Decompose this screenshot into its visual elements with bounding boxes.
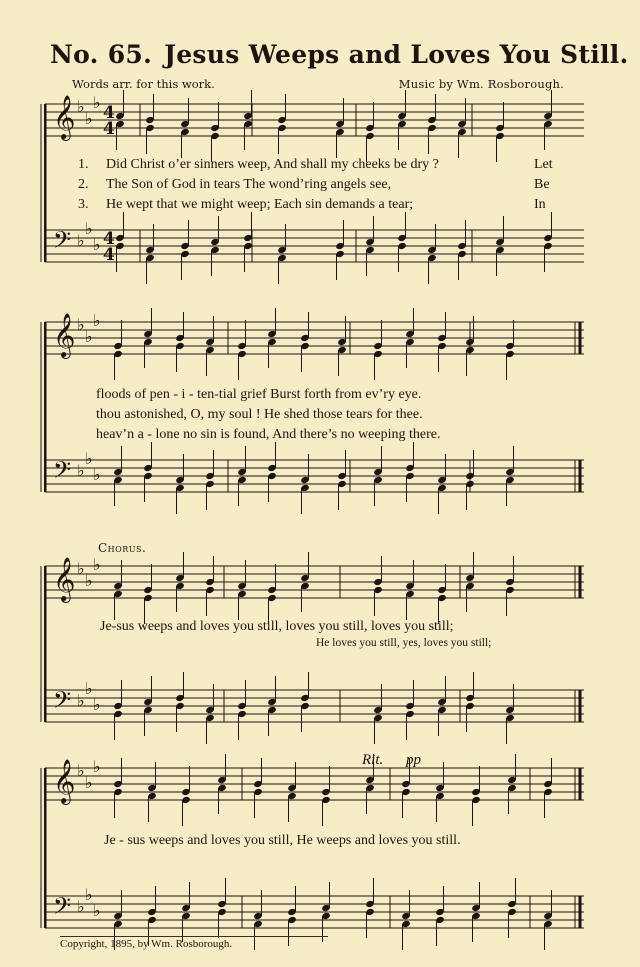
bass-clef: 𝄢 [53,226,72,259]
copyright-notice: Copyright, 1895, by Wm. Rosborough. [60,938,233,950]
words-credit: Words arr. for this work. [72,77,215,91]
chorus-lyric-2: Je - sus weeps and loves you still, He weeps and loves you still. [104,833,461,848]
verse-number: 2. [78,177,89,192]
flat-sign: ♭ [93,757,101,776]
treble-clef: 𝄞 [53,313,76,357]
verse-number: 1. [78,157,89,172]
flat-sign: ♭ [85,327,93,346]
flat-sign: ♭ [85,219,93,238]
flat-sign: ♭ [85,109,93,128]
flat-sign: ♭ [93,695,101,714]
flat-sign: ♭ [93,93,101,112]
flat-sign: ♭ [85,885,93,904]
verse-continuation-1: floods of pen - i - ten-tial grief Burst forth from ev’ry eye. [96,387,422,402]
treble-clef: 𝄞 [53,95,76,139]
flat-sign: ♭ [77,315,85,334]
verse-line-1 [0,157,640,177]
verse-pickup: Be [534,177,550,192]
flat-sign: ♭ [77,691,85,710]
flat-sign: ♭ [77,761,85,780]
treble-clef: 𝄞 [53,557,76,601]
flat-sign: ♭ [85,571,93,590]
verse-text: Did Christ o’er sinners weep, And shall my cheeks be dry ? [106,157,439,172]
bass-clef: 𝄢 [53,892,72,925]
verse-pickup: In [534,197,546,212]
flat-sign: ♭ [77,461,85,480]
copyright-rule [60,936,328,937]
flat-sign: ♭ [77,231,85,250]
bass-clef: 𝄢 [53,686,72,719]
flat-sign: ♭ [93,901,101,920]
flat-sign: ♭ [93,235,101,254]
flat-sign: ♭ [85,449,93,468]
verse-pickup: Let [534,157,553,172]
chorus-label: Chorus. [98,541,147,555]
verse-text: He wept that we might weep; Each sin demands a tear; [106,197,414,212]
hymn-title: Jesus Weeps and Loves You Still. [164,40,629,69]
chorus-echo-lyric: He loves you still, yes, loves you still; [316,637,492,649]
flat-sign: ♭ [77,97,85,116]
bass-clef: 𝄢 [53,456,72,489]
verse-text: The Son of God in tears The wond’ring angels see, [106,177,392,192]
verse-continuation-2: thou astonished, O, my soul ! He shed those tears for thee. [96,407,423,422]
flat-sign: ♭ [93,555,101,574]
time-signature: 4 [103,245,115,265]
verse-number: 3. [78,197,89,212]
time-signature: 4 [103,103,115,123]
music-credit: Music by Wm. Rosborough. [398,77,564,91]
flat-sign: ♭ [93,465,101,484]
time-signature: 4 [103,229,115,249]
verse-line-2 [0,177,640,197]
time-signature: 4 [103,119,115,139]
hymn-number: No. 65. [50,40,153,69]
flat-sign: ♭ [85,773,93,792]
flat-sign: ♭ [77,897,85,916]
verse-line-3 [0,197,640,217]
ritardando-mark: Rit. [362,752,384,768]
flat-sign: ♭ [77,559,85,578]
verse-continuation-3: heav’n a - lone no sin is found, And there’s no weeping there. [96,427,441,442]
flat-sign: ♭ [85,679,93,698]
treble-clef: 𝄞 [53,759,76,803]
pianissimo-mark: pp [406,752,421,768]
chorus-lyric-1: Je-sus weeps and loves you still, loves you still, loves you still; [100,619,454,634]
flat-sign: ♭ [93,311,101,330]
